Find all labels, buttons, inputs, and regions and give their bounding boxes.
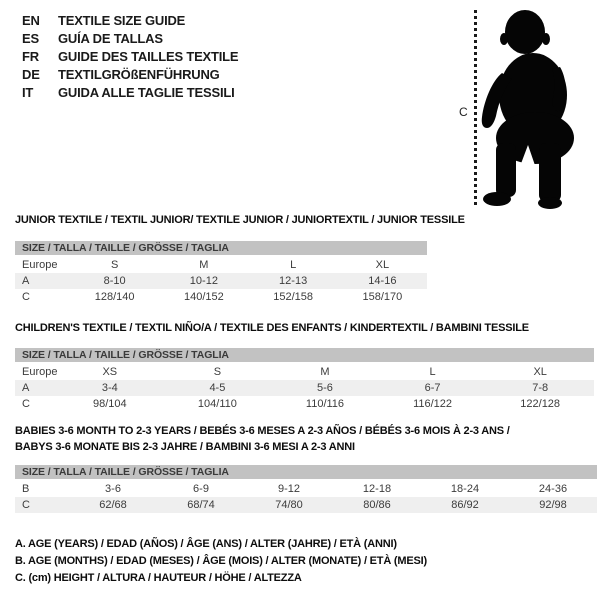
size-header-bar: SIZE / TALLA / TAILLE / GRÖSSE / TAGLIA xyxy=(15,348,594,362)
table-cell: S xyxy=(213,366,222,378)
language-code: IT xyxy=(22,85,34,100)
language-row xyxy=(22,48,238,66)
table-title-line: JUNIOR TEXTILE / TEXTIL JUNIOR/ TEXTILE JUNIOR / JUNIORTEXTIL / JUNIOR TESSILE xyxy=(15,214,465,226)
table-title xyxy=(15,423,597,455)
table-cell: 68/74 xyxy=(187,499,215,511)
table-cell: 5-6 xyxy=(317,382,333,394)
table-title-line: BABYS 3-6 MONATE BIS 2-3 JAHRE / BAMBINI 3-6 MESI A 2-3 ANNI xyxy=(15,441,355,453)
footnote-line: B. AGE (MONTHS) / EDAD (MESES) / ÂGE (MOIS) / ALTER (MONATE) / ETÀ (MESI) xyxy=(15,555,427,567)
size-table-babies xyxy=(15,423,597,513)
language-code: FR xyxy=(22,49,39,64)
height-marker-label: C xyxy=(459,105,468,119)
table-title-line: BABIES 3-6 MONTH TO 2-3 YEARS / BEBÉS 3-6 MESES A 2-3 AÑOS / BÉBÉS 3-6 MOIS À 2-3 ANS / xyxy=(15,425,510,437)
table-cell: 3-4 xyxy=(101,382,118,394)
table-cell: 152/158 xyxy=(273,291,313,303)
table-row xyxy=(15,364,594,380)
row-label: A xyxy=(22,275,30,287)
table-cell: 140/152 xyxy=(183,291,224,303)
row-label: A xyxy=(22,382,30,394)
row-label: C xyxy=(22,291,30,303)
table-cell: L xyxy=(290,259,297,271)
table-row xyxy=(15,380,594,396)
language-title: GUIDA ALLE TAGLIE TESSILI xyxy=(58,85,235,100)
table-cell: XS xyxy=(102,366,118,378)
language-title: TEXTILE SIZE GUIDE xyxy=(58,13,186,28)
table-cell: 6-9 xyxy=(193,483,209,495)
table-cell: 4-5 xyxy=(209,382,226,394)
language-list xyxy=(22,12,238,102)
table-cell: 86/92 xyxy=(451,499,479,511)
size-table-junior xyxy=(15,213,465,305)
table-row xyxy=(15,396,594,412)
footnote-legend xyxy=(15,536,427,587)
table-title xyxy=(15,213,465,227)
language-row xyxy=(22,66,238,84)
table-cell: 10-12 xyxy=(189,275,218,287)
table-title-line: CHILDREN'S TEXTILE / TEXTIL NIÑO/A / TEXTILE DES ENFANTS / KINDERTEXTIL / BAMBINI TESSILE xyxy=(15,322,529,334)
table-cell: 3-6 xyxy=(105,483,121,495)
row-label: Europe xyxy=(22,259,58,271)
table-cell: M xyxy=(320,366,330,378)
footnote-line: C. (cm) HEIGHT / ALTURA / HAUTEUR / HÖHE / ALTEZZA xyxy=(15,572,302,584)
table-title xyxy=(15,321,594,335)
table-cell: S xyxy=(110,259,119,271)
table-cell: M xyxy=(199,259,209,271)
table-cell: 14-16 xyxy=(368,275,397,287)
size-table-children xyxy=(15,321,594,412)
table-row xyxy=(15,273,427,289)
table-cell: 128/140 xyxy=(94,291,135,303)
table-cell: L xyxy=(429,366,436,378)
table-cell: 18-24 xyxy=(450,483,480,495)
baby-silhouette-icon xyxy=(478,5,598,215)
table-cell: 122/128 xyxy=(520,398,561,410)
table-cell: 7-8 xyxy=(532,382,549,394)
footnote-line: A. AGE (YEARS) / EDAD (AÑOS) / ÂGE (ANS) / ALTER (JAHRE) / ETÀ (ANNI) xyxy=(15,538,397,550)
table-cell: 12-13 xyxy=(279,275,308,287)
table-cell: 9-12 xyxy=(277,483,301,495)
size-header-bar: SIZE / TALLA / TAILLE / GRÖSSE / TAGLIA xyxy=(15,465,597,479)
table-row xyxy=(15,289,427,305)
table-cell: 104/110 xyxy=(197,398,237,410)
language-title: GUÍA DE TALLAS xyxy=(58,31,163,46)
language-code: DE xyxy=(22,67,40,82)
table-cell: 110/116 xyxy=(305,398,345,410)
language-row xyxy=(22,30,238,48)
table-cell: 24-36 xyxy=(538,483,568,495)
row-label: C xyxy=(22,499,30,511)
row-label: B xyxy=(22,483,30,495)
table-cell: 116/122 xyxy=(413,398,453,410)
table-row xyxy=(15,481,597,497)
language-code: EN xyxy=(22,13,40,28)
height-measure-line xyxy=(474,10,477,208)
table-row xyxy=(15,257,427,273)
table-cell: 8-10 xyxy=(103,275,126,287)
table-cell: 6-7 xyxy=(424,382,441,394)
row-label: Europe xyxy=(22,366,58,378)
row-label: C xyxy=(22,398,30,410)
table-cell: 62/68 xyxy=(99,499,127,511)
table-cell: 98/104 xyxy=(92,398,127,410)
language-code: ES xyxy=(22,31,39,46)
language-title: TEXTILGRÖßENFÜHRUNG xyxy=(58,67,220,82)
table-cell: 12-18 xyxy=(362,483,392,495)
table-cell: 74/80 xyxy=(275,499,303,511)
table-cell: 158/170 xyxy=(362,291,403,303)
table-cell: 80/86 xyxy=(363,499,391,511)
language-row xyxy=(22,12,238,30)
size-header-bar: SIZE / TALLA / TAILLE / GRÖSSE / TAGLIA xyxy=(15,241,427,255)
table-cell: XL xyxy=(533,366,547,378)
language-title: GUIDE DES TAILLES TEXTILE xyxy=(58,49,239,64)
table-row xyxy=(15,497,597,513)
table-cell: 92/98 xyxy=(539,499,567,511)
language-row xyxy=(22,84,238,102)
table-cell: XL xyxy=(375,259,390,271)
